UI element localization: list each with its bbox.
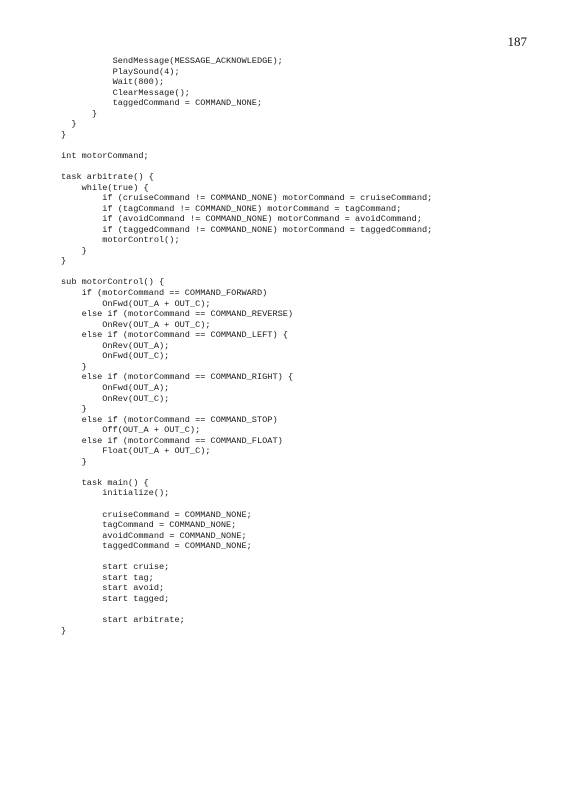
blank-line [61,499,531,510]
code-line: else if (motorCommand == COMMAND_REVERSE) [61,309,294,320]
blank-line [61,140,531,151]
code-line: initialize(); [61,488,170,499]
code-line: if (avoidCommand != COMMAND_NONE) motorCommand = avoidCommand; [61,214,422,225]
blank-line [61,161,531,172]
code-line: tagCommand = COMMAND_NONE; [61,520,237,531]
code-line: start tagged; [61,593,170,604]
blank-line [61,604,531,615]
code-line: else if (motorCommand == COMMAND_STOP) [61,414,278,425]
code-line: } [61,129,67,140]
blank-line [61,552,531,563]
code-line: motorControl(); [61,235,180,246]
code-line: OnRev(OUT_C); [61,393,170,404]
code-line: OnFwd(OUT_C); [61,351,170,362]
code-line: start arbitrate; [61,614,185,625]
code-line: if (taggedCommand != COMMAND_NONE) motorCommand = taggedCommand; [61,224,433,235]
page-number: 187 [507,34,527,49]
code-line: } [61,256,67,267]
code-line: while(true) { [61,182,149,193]
code-line: taggedCommand = COMMAND_NONE; [61,541,252,552]
code-line: OnRev(OUT_A + OUT_C); [61,319,211,330]
code-line: else if (motorCommand == COMMAND_RIGHT) { [61,372,294,383]
code-line: OnFwd(OUT_A + OUT_C); [61,298,211,309]
code-line: start avoid; [61,583,165,594]
code-line: start tag; [61,572,154,583]
code-line: } [61,625,67,636]
code-line: cruiseCommand = COMMAND_NONE; [61,509,252,520]
code-line: start cruise; [61,562,170,573]
code-line: SendMessage(MESSAGE_ACKNOWLEDGE); [61,56,283,66]
code-line: Off(OUT_A + OUT_C); [61,425,201,436]
code-line: PlaySound(4); [61,66,180,77]
code-line: Wait(800); [61,77,165,88]
code-line: taggedCommand = COMMAND_NONE; [61,98,263,109]
code-line: else if (motorCommand == COMMAND_LEFT) { [61,330,288,341]
blank-line [61,267,531,278]
code-line: ClearMessage(); [61,87,190,98]
code-line: task arbitrate() { [61,172,154,183]
code-line: int motorCommand; [61,150,149,161]
code-line: if (tagCommand != COMMAND_NONE) motorCommand = tagCommand; [61,203,402,214]
code-line: OnFwd(OUT_A); [61,382,170,393]
code-line: if (cruiseCommand != COMMAND_NONE) motorCommand = cruiseCommand; [61,193,433,204]
code-line: avoidCommand = COMMAND_NONE; [61,530,247,541]
code-line: else if (motorCommand == COMMAND_FLOAT) [61,435,283,446]
code-line: } [61,361,87,372]
code-line: task main() { [61,477,149,488]
code-line: Float(OUT_A + OUT_C); [61,446,211,457]
code-line: } [61,108,98,119]
code-line: } [61,119,77,130]
code-line: } [61,404,87,415]
code-line: } [61,245,87,256]
code-line: sub motorControl() { [61,277,165,288]
code-line: if (motorCommand == COMMAND_FORWARD) [61,288,268,299]
code-listing [61,56,531,636]
blank-line [61,467,531,478]
code-line: } [61,456,87,467]
code-line: OnRev(OUT_A); [61,340,170,351]
